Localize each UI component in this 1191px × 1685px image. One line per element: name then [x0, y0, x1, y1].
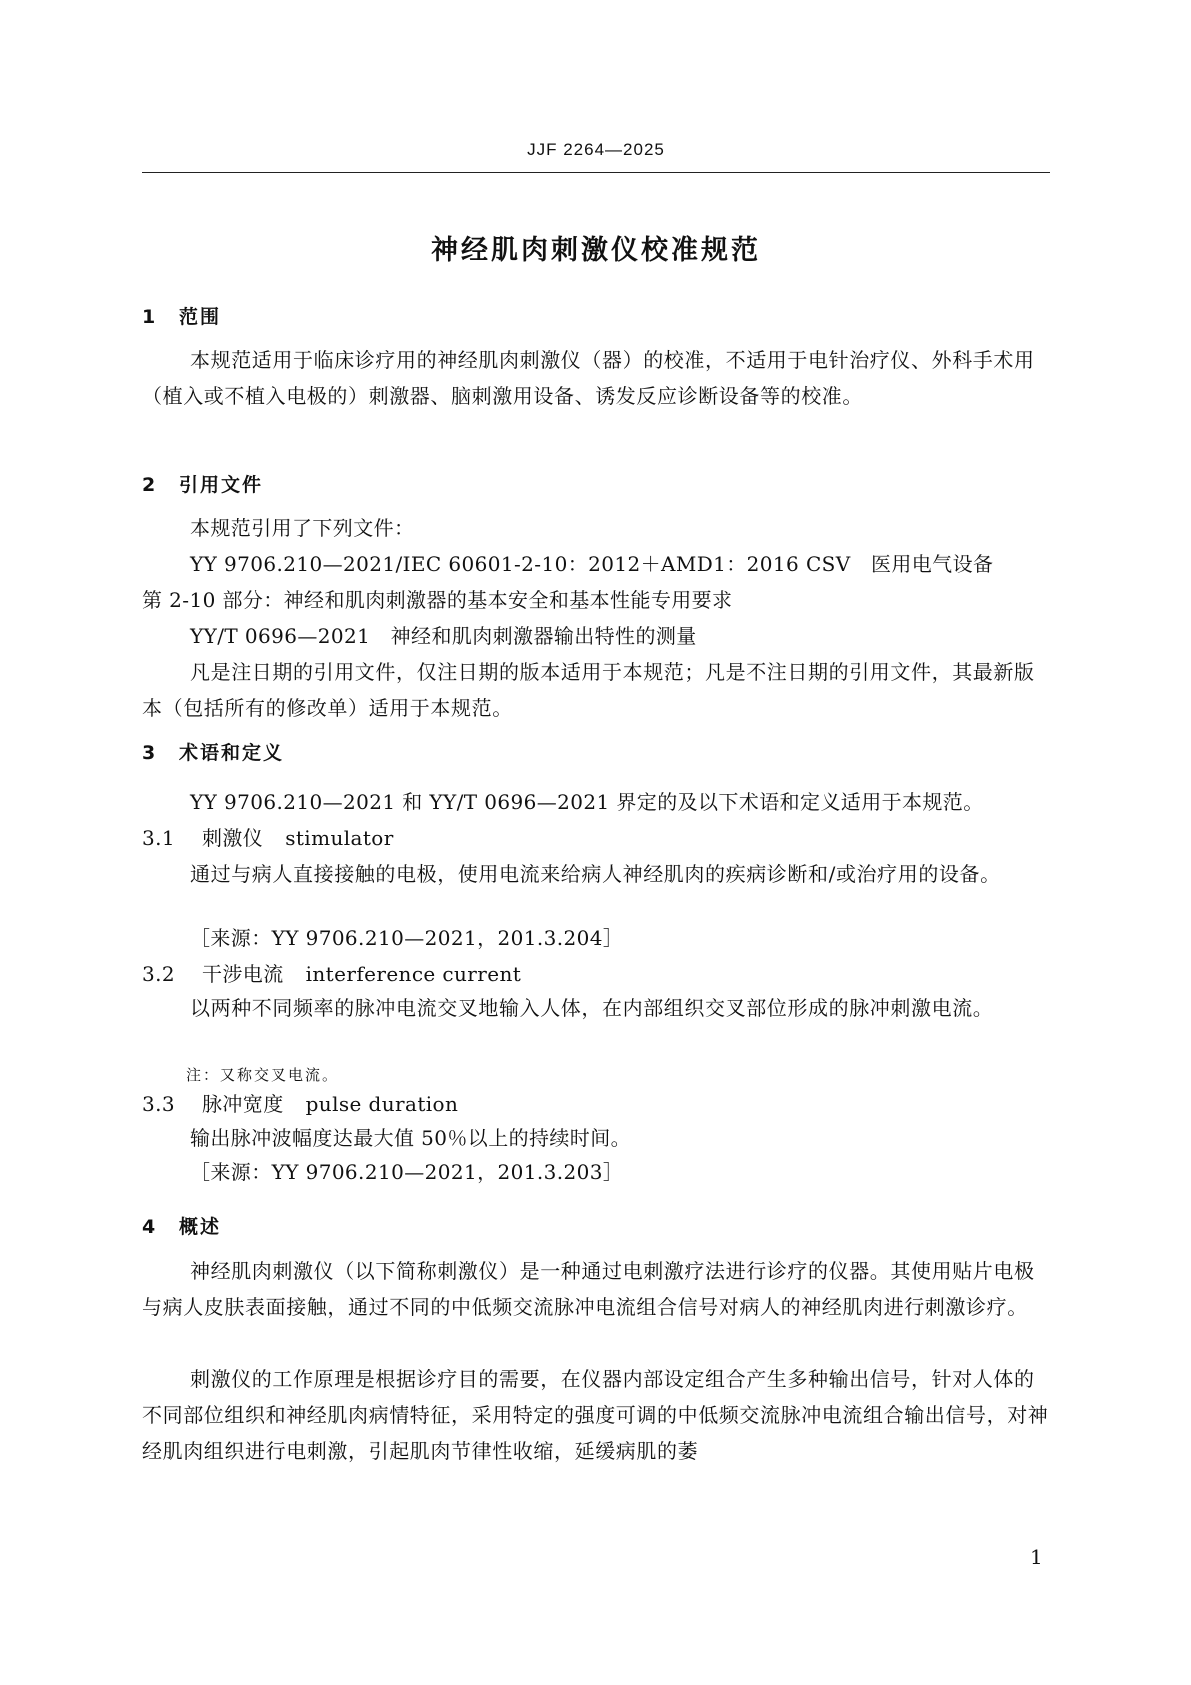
page-number: 1: [1030, 1545, 1043, 1569]
section-number: 1: [142, 306, 158, 328]
term-3-3-source: ［来源：YY 9706.210—2021，201.3.203］: [190, 1160, 624, 1184]
section-number: 4: [142, 1216, 158, 1238]
term-number: 3.2: [142, 962, 176, 986]
term-chinese: 干涉电流: [202, 962, 284, 986]
term-number: 3.1: [142, 826, 176, 850]
section-heading-overview: [142, 1212, 221, 1239]
section-heading-terms: [142, 738, 284, 765]
section-heading-scope: [142, 302, 221, 329]
reference-item-1-continued: 第 2-10 部分：神经和肌肉刺激器的基本安全和基本性能专用要求: [142, 588, 733, 612]
term-chinese: 脉冲宽度: [202, 1092, 284, 1116]
term-english: stimulator: [285, 826, 394, 850]
term-chinese: 刺激仪: [202, 826, 264, 850]
paragraph-scope: 本规范适用于临床诊疗用的神经肌肉刺激仪（器）的校准，不适用于电针治疗仪、外科手术用（植入或不植入电极的）刺激器、脑刺激用设备、诱发反应诊断设备等的校准。: [142, 348, 1035, 408]
header-rule: [142, 172, 1050, 173]
paragraph-reference-rule: 凡是注日期的引用文件，仅注日期的版本适用于本规范；凡是不注日期的引用文件，其最新版本（包括所有的修改单）适用于本规范。: [142, 660, 1035, 720]
section-title: 术语和定义: [179, 742, 285, 764]
term-3-2-note: 注：又称交叉电流。: [186, 1066, 340, 1084]
term-3-1-source: ［来源：YY 9706.210—2021，201.3.204］: [190, 926, 624, 950]
term-3-1: [142, 820, 394, 856]
section-title: 引用文件: [179, 474, 264, 496]
paragraph-overview-2: 刺激仪的工作原理是根据诊疗目的需要，在仪器内部设定组合产生多种输出信号，针对人体的不同部位组织和神经肌肉病情特征，采用特定的强度可调的中低频交流脉冲电流组合输出信号，对神经肌肉组织进行电刺激，引起肌肉节律性收缩，延缓病肌的萎: [142, 1367, 1049, 1463]
term-3-2: [142, 956, 521, 992]
term-3-3-definition: 输出脉冲波幅度达最大值 50％以上的持续时间。: [190, 1126, 632, 1150]
term-3-2-definition: 以两种不同频率的脉冲电流交叉地输入人体，在内部组织交叉部位形成的脉冲刺激电流。: [190, 996, 994, 1020]
term-3-1-definition: 通过与病人直接接触的电极，使用电流来给病人神经肌肉的疾病诊断和/或治疗用的设备。: [190, 862, 1001, 886]
reference-item-1: YY 9706.210—2021/IEC 60601-2-10：2012＋AMD1：2016 CSV 医用电气设备: [190, 552, 994, 576]
term-number: 3.3: [142, 1092, 176, 1116]
section-title: 概述: [179, 1216, 222, 1238]
standard-code-header: JJF 2264—2025: [527, 140, 665, 159]
section-number: 2: [142, 474, 158, 496]
section-heading-references: [142, 470, 263, 497]
document-title: 神经肌肉刺激仪校准规范: [431, 235, 761, 266]
paragraph-overview-1: 神经肌肉刺激仪（以下简称刺激仪）是一种通过电刺激疗法进行诊疗的仪器。其使用贴片电极与病人皮肤表面接触，通过不同的中低频交流脉冲电流组合信号对病人的神经肌肉进行刺激诊疗。: [142, 1259, 1035, 1319]
section-title: 范围: [179, 306, 222, 328]
term-3-3: [142, 1086, 458, 1122]
reference-item-2: YY/T 0696—2021 神经和肌肉刺激器输出特性的测量: [190, 624, 697, 648]
term-english: interference current: [305, 962, 522, 986]
term-english: pulse duration: [305, 1092, 459, 1116]
section-number: 3: [142, 742, 158, 764]
references-intro: 本规范引用了下列文件：: [190, 516, 415, 540]
terms-intro: YY 9706.210—2021 和 YY/T 0696—2021 界定的及以下术语和定义适用于本规范。: [190, 790, 984, 814]
